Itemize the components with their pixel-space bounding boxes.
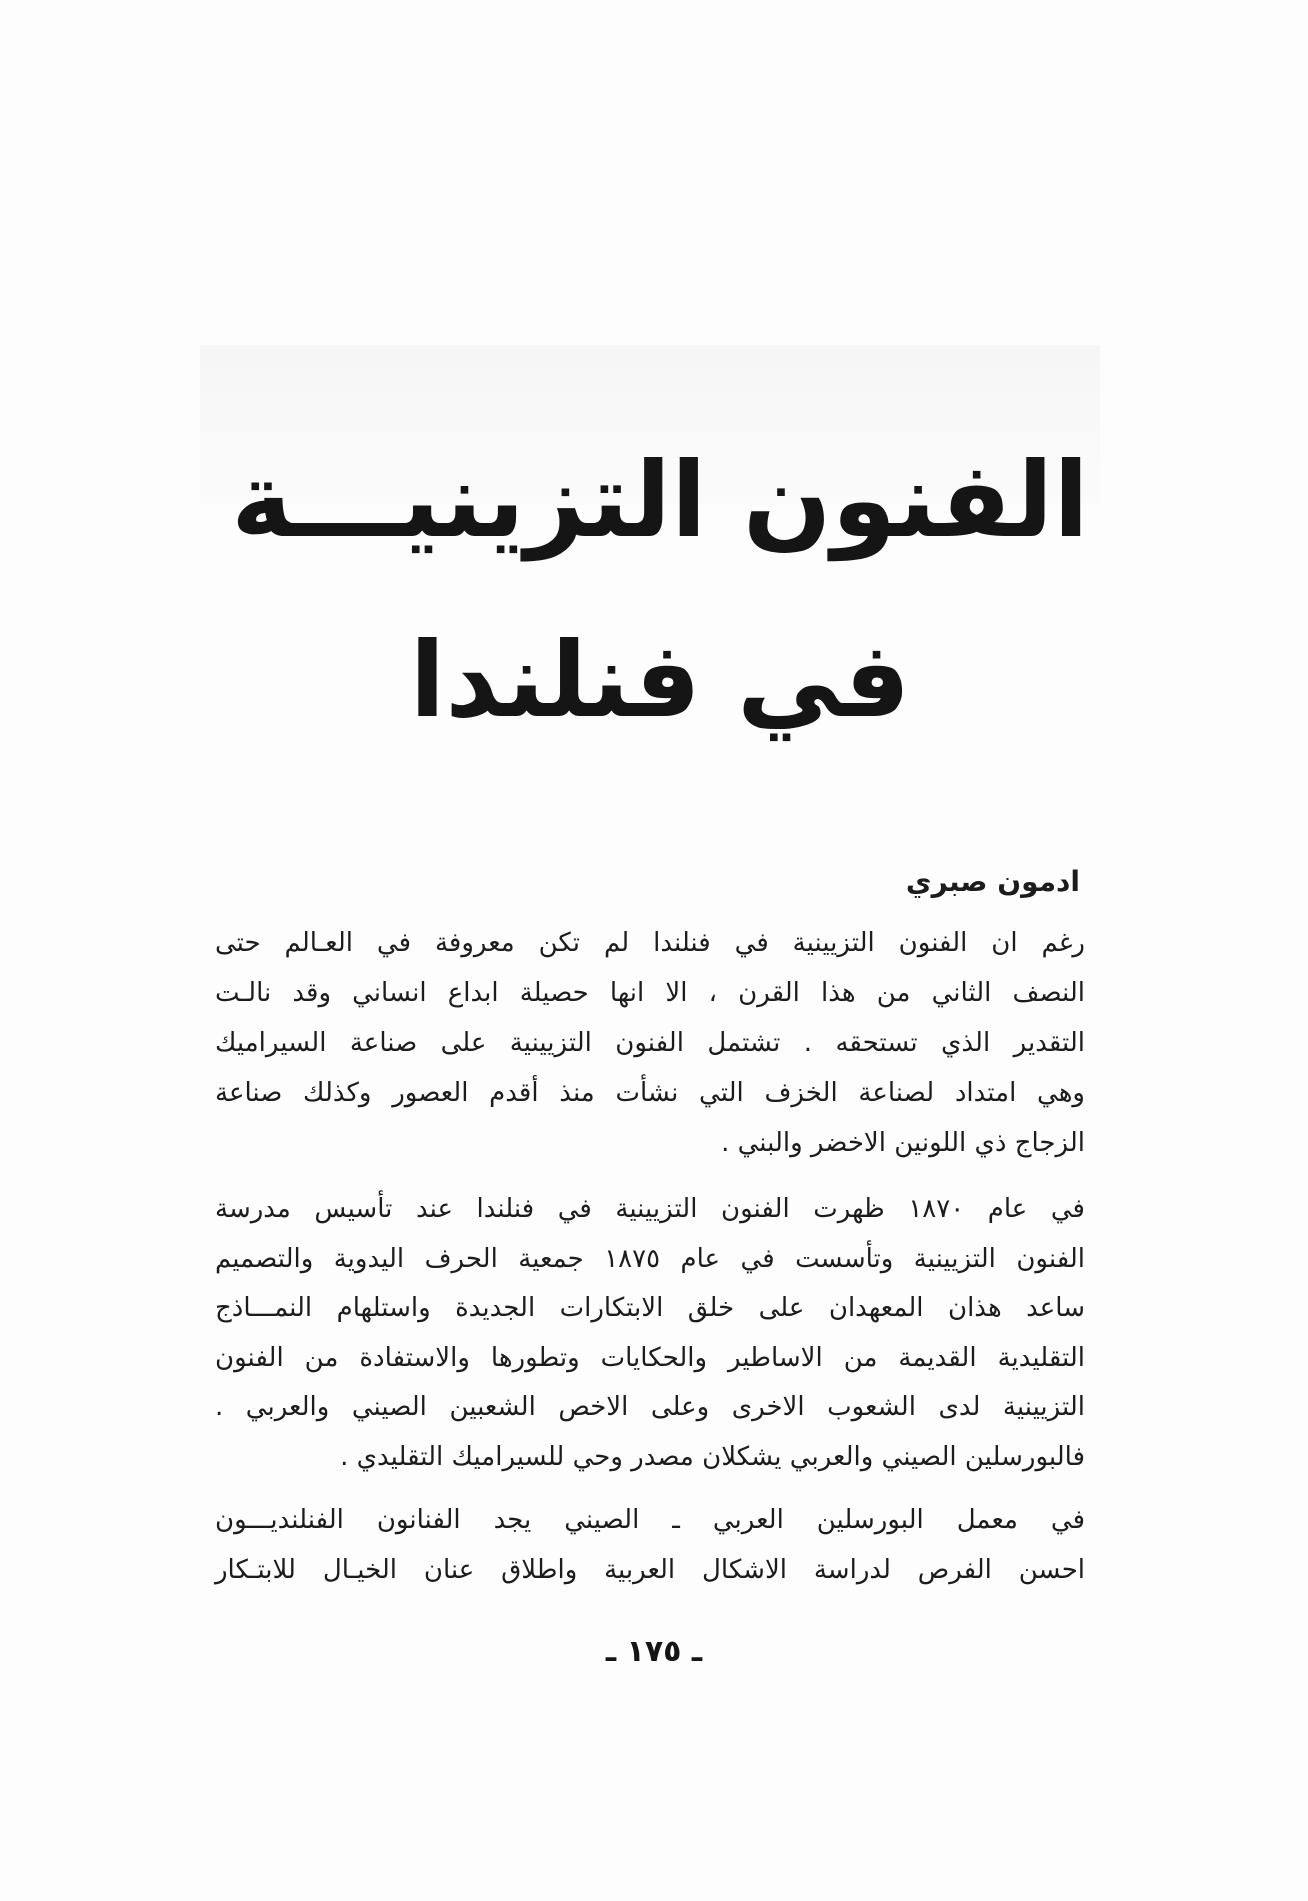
paragraph-line: الفنون التزيينية وتأسست في عام ١٨٧٥ جمعية الحرف اليدوية والتصميم xyxy=(215,1243,1085,1274)
paragraph-line: فالبورسلين الصيني والعربي يشكلان مصدر وحي للسيراميك التقليدي . xyxy=(340,1441,1085,1472)
paragraph-2 xyxy=(215,1185,1085,1482)
paragraph-3 xyxy=(215,1495,1085,1595)
article-title-line-2: في فنلندا xyxy=(409,619,911,741)
paragraph-line: ساعد هذان المعهدان على خلق الابتكارات الجديدة واستلهام النمـــاذج xyxy=(215,1293,1085,1323)
page-number: ـ ١٧٥ ـ xyxy=(605,1634,703,1669)
paragraph-line: في معمل البورسلين العربي ـ الصيني يجد الفنانون الفنلنديـــون xyxy=(215,1505,1085,1535)
paragraph-line: الزجاج ذي اللونين الاخضر والبني . xyxy=(721,1128,1085,1158)
paragraph-line: رغم ان الفنون التزيينية في فنلندا لم تكن معروفة في العـالم حتى xyxy=(215,928,1085,958)
paragraph-line: وهي امتداد لصناعة الخزف التي نشأت منذ أقدم العصور وكذلك صناعة xyxy=(215,1078,1085,1108)
paragraph-1 xyxy=(215,918,1085,1168)
paragraph-line: التقليدية القديمة من الاساطير والحكايات وتطورها والاستفادة من الفنون xyxy=(215,1342,1085,1373)
article-title-line-1: الفنون التزينيـــة xyxy=(231,439,1089,561)
paragraph-line: في عام ١٨٧٠ ظهرت الفنون التزيينية في فنلندا عند تأسيس مدرسة xyxy=(215,1194,1085,1224)
author-name: ادمون صبري xyxy=(905,865,1080,898)
paragraph-line: النصف الثاني من هذا القرن ، الا انها حصيلة ابداع انساني وقد نالـت xyxy=(215,978,1085,1008)
paragraph-line: التزيينية لدى الشعوب الاخرى وعلى الاخص الشعبين الصيني والعربي . xyxy=(215,1392,1085,1422)
paragraph-line: احسن الفرص لدراسة الاشكال العربية واطلاق عنان الخيـال للابتـكار xyxy=(215,1555,1085,1585)
paragraph-line: التقدير الذي تستحقه . تشتمل الفنون التزيينية على صناعة السيراميك xyxy=(215,1028,1085,1058)
